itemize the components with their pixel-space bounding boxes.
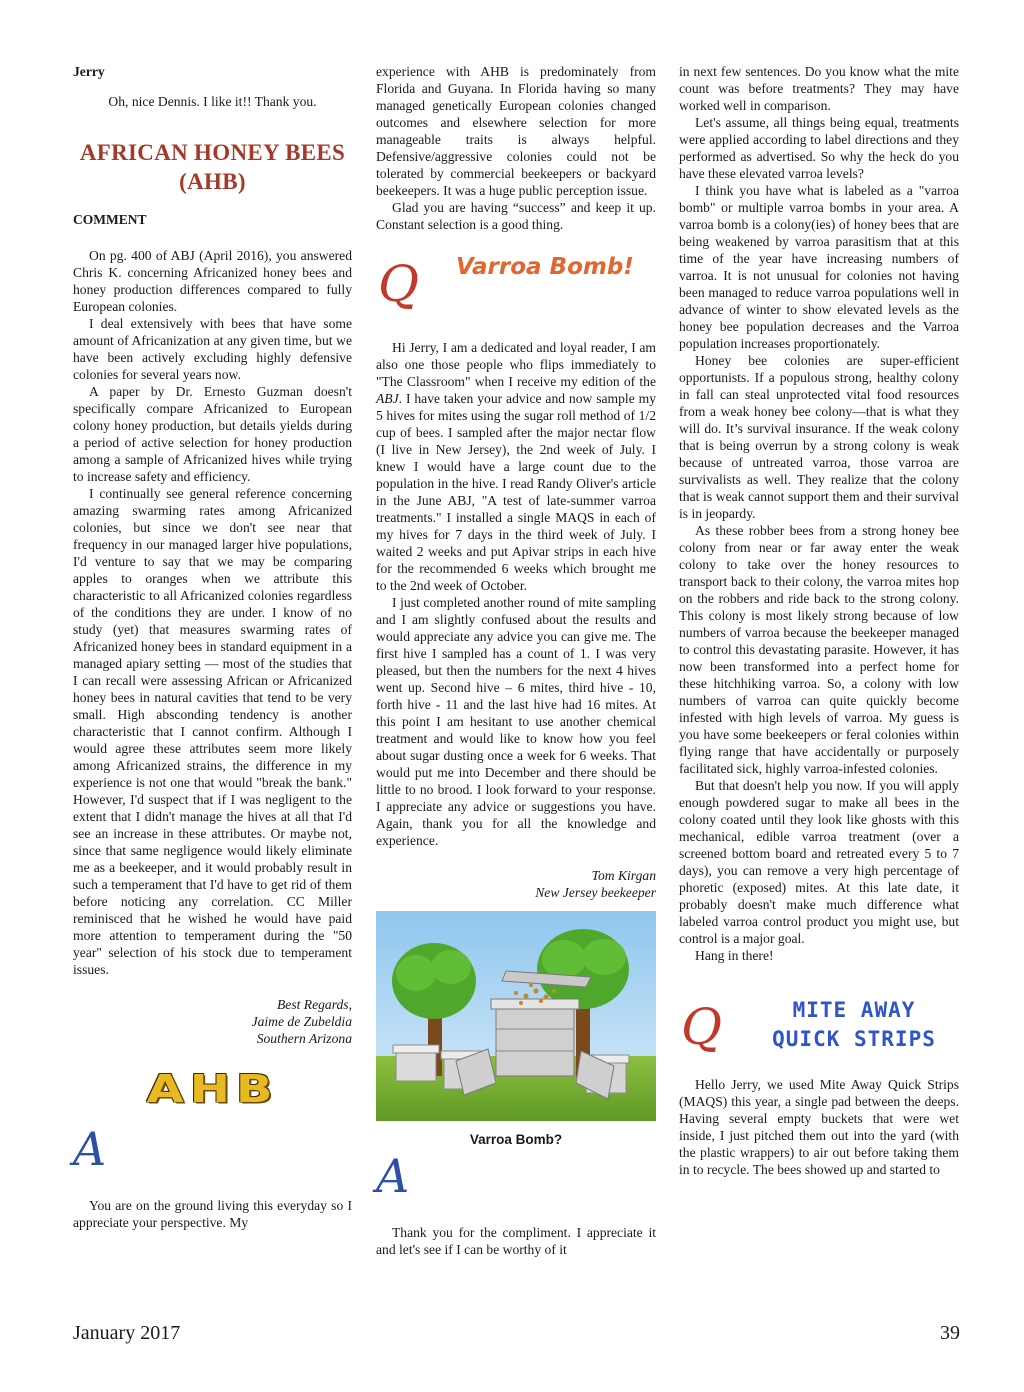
- magazine-name: ABJ: [376, 391, 399, 406]
- footer-date: January 2017: [73, 1322, 181, 1344]
- paragraph: Hang in there!: [695, 948, 774, 963]
- figure-caption: Varroa Bomb?: [469, 1132, 563, 1147]
- paragraph: A paper by Dr. Ernesto Guzman doesn't specifically compare Africanized to European colony honey production, but details yields during a period of active selection for honey production among a sample of Africanized hives while trying to increase safety and efficiency.: [73, 384, 352, 484]
- page-number: 39: [940, 1322, 960, 1344]
- paragraph: On pg. 400 of ABJ (April 2016), you answered Chris K. concerning Africanized honey bees and honey production differences compared to fully European colonies.: [73, 248, 352, 314]
- a-letter-icon: A: [73, 1122, 107, 1176]
- question-body: [376, 339, 656, 849]
- column-2: [376, 63, 656, 1258]
- question-header: [679, 990, 959, 1060]
- answer-header: [376, 1149, 656, 1203]
- speaker-name: Jerry: [73, 64, 105, 79]
- answer-text: You are on the ground living this everyday so I appreciate your perspective. My: [73, 1198, 352, 1230]
- question-title: [749, 996, 959, 1054]
- figure: [376, 911, 656, 1148]
- question-text: Hello Jerry, we used Mite Away Quick Strips (MAQS) this year, a single pad between the deeps. Having several empty buckets that were wet inside, I just pitched them out into the yard (with the plastic wrappers) to air out before taking them in to recycle. The bees showed up and started to: [679, 1077, 959, 1177]
- question-title-line: MITE AWAY: [792, 998, 916, 1022]
- question-paragraph: [376, 339, 656, 594]
- question-header: [376, 255, 656, 315]
- sign-line: Best Regards,: [276, 997, 352, 1012]
- paragraph: I continually see general reference concerning amazing swarming rates among Africanized colonies, but since we don't see near that frequency in our managed larger hive populations, I'd venture to say that we may be comparing apples to oranges when we attribute this characteristic to all Africanized colonies regardless of the conditions they are under. I know of no study (yet) that measures swarming rates of Africanized honey bees in standard equipment in a managed apiary setting — most of the studies that I can recall were assessing African or Africanized honey bees in natural cavities that tend to be very small. High absconding tendency is another characteristic that I cannot confirm. Although I would agree these attributes seem more likely among Africanized strains, the difference in my experience is not one that would "break the bank." However, I'd suspect that if I was negligent to the extent that I didn't manage the hives at all that I'd see an increase in these attributes. Or maybe not, since that same negligence would likely eliminate me as a beekeeper, and it would probably result in such a temperament that I'd have to get rid of them before noticing any correlation. CC Miller reminisced that he wished he would have paid more attention to temperament during the "50 year" selection of his stock due to temperament issues.: [73, 486, 352, 977]
- signature: [73, 996, 352, 1047]
- answer-text: Thank you for the compliment. I appreciate it and let's see if I can be worthy of it: [376, 1225, 656, 1257]
- paragraph: But that doesn't help you now. If you will apply enough powdered sugar to make all bees in the colony coated until they look like ghosts with this mechanical, edible varroa treatment (over a screened bottom board and retreated every 5 to 7 days), you can remove a very high percentage of phoretic (exposed) mites. At this late date, it probably doesn't make much difference what labeled varroa control product you might use, but control is a major goal.: [679, 778, 959, 946]
- q-letter-icon: Q: [378, 255, 419, 313]
- sign-line: Tom Kirgan: [591, 868, 656, 883]
- ahb-logo: [73, 1061, 352, 1119]
- paragraph: I think you have what is labeled as a "varroa bomb" or multiple varroa bombs in your area. A varroa bomb is a colony(ies) of honey bees that are being weakened by varroa parasitism that at this time of the year have increasing numbers of varroa. It is not unusual for colonies not having been managed to reduce varroa populations well in advance of winter to show elevated levels as the honey bee population decreases and the Varroa population increases proportionately.: [679, 183, 959, 351]
- paragraph: Glad you are having “success” and keep it up. Constant selection is a good thing.: [376, 200, 656, 232]
- a-letter-icon: A: [376, 1149, 410, 1203]
- answer-header: [73, 1122, 352, 1176]
- question-text: . I have taken your advice and now sample my 5 hives for mites using the sugar roll method of 1/2 cup of bees. I sampled after the major nectar flow (I live in New Jersey), the 2nd week of July. I knew I would have a large count due to the population in the hive. I read Randy Oliver's article in the June ABJ, "A test of late-summer varroa treatments." I installed a single MAQS in each of my hives for 7 days in the third week of July. I waited 2 weeks and put Apivar strips in each hive for the recommended 6 weeks which brought me to the 2nd week of October.: [376, 391, 656, 593]
- comment-label: COMMENT: [73, 212, 147, 227]
- reply-text: Oh, nice Dennis. I like it!! Thank you.: [108, 94, 317, 109]
- paragraph: in next few sentences. Do you know what the mite count was before treatments? They may have worked well in comparison.: [679, 64, 959, 113]
- paragraph: I deal extensively with bees that have some amount of Africanization at any given time, but we have been actively excluding highly defensive colonies for several years now.: [73, 316, 352, 382]
- sign-line: Southern Arizona: [256, 1031, 352, 1046]
- comment-body: [73, 247, 352, 978]
- q-letter-icon: Q: [681, 998, 722, 1056]
- question-text: Hi Jerry, I am a dedicated and loyal reader, I am also one those people who flips immediately to "The Classroom" when I receive my edition of the: [376, 340, 656, 389]
- section-title: AFRICAN HONEY BEES (AHB): [79, 140, 346, 194]
- sign-line: Jaime de Zubeldia: [251, 1014, 352, 1029]
- question-title-line: QUICK STRIPS: [772, 1027, 936, 1051]
- sign-line: New Jersey beekeeper: [535, 885, 656, 900]
- signature: [376, 867, 656, 901]
- paragraph: experience with AHB is predominately from Florida and Guyana. In Florida having so many managed genetically European colonies changed outcomes and elsewhere selection for more manageable traits is always helpful. Defensive/aggressive colonies could not be tolerated by commercial beekeepers or backyard beekeepers. It was a huge public perception issue.: [376, 64, 656, 198]
- question-paragraph: I just completed another round of mite sampling and I am slightly confused about the results and would appreciate any advice you can give me. The first hive I sampled has a count of 1. I was very pleased, but then the numbers for the next 4 hives went up. Second hive – 6 mites, third hive - 10, forth hive - 11 and the last hive had 16 mites. At this point I am hesitant to use another chemical treatment and would like to know how you feel about sugar dusting once a week for 6 weeks. That would put me into December and there should be little to no brood. I look forward to your response. I appreciate any advice or suggestions you have. Again, thank you for all the knowledge and experience.: [376, 595, 656, 848]
- paragraph: Let's assume, all things being equal, treatments were applied according to label directions and they performed as advertised. So why the heck do you have these elevated varroa levels?: [679, 115, 959, 181]
- paragraph: As these robber bees from a strong honey bee colony from near or far away enter the weak colony to take over the honey resources to transport back to their colony, the varroa mites hop on the robbers and ride back to the strong colony. This colony is most likely strong because of low numbers of varroa because the beekeeper managed to control this devastating parasite. However, it has now been transformed into a perfect home for these hitchhiking varroa. So, a colony with low numbers of varroa can quite quickly become infested with high levels of varroa. My guess is you have some beekeepers or feral colonies within flying range that have accidentally or purposely facilitated sick, highly varroa-infested colonies.: [679, 523, 959, 776]
- question-title: Varroa Bomb!: [456, 254, 634, 280]
- ahb-logo-text: AHB: [146, 1066, 279, 1112]
- paragraph: Honey bee colonies are super-efficient opportunists. If a populous strong, healthy colony in fall can steal unprotected vital food resources from a weak honey bee colony—that is what they will do. It’s survival insurance. If the weak colony that is being overrun by a strong colony is weak because of untreated varroa, those varroa are survivalists as well. They realize that the colony that is weak cannot support them and their survival is in jeopardy.: [679, 353, 959, 521]
- column-1: [73, 63, 352, 1231]
- varroa-bomb-illustration: [376, 911, 656, 1121]
- column-3: [679, 63, 959, 1178]
